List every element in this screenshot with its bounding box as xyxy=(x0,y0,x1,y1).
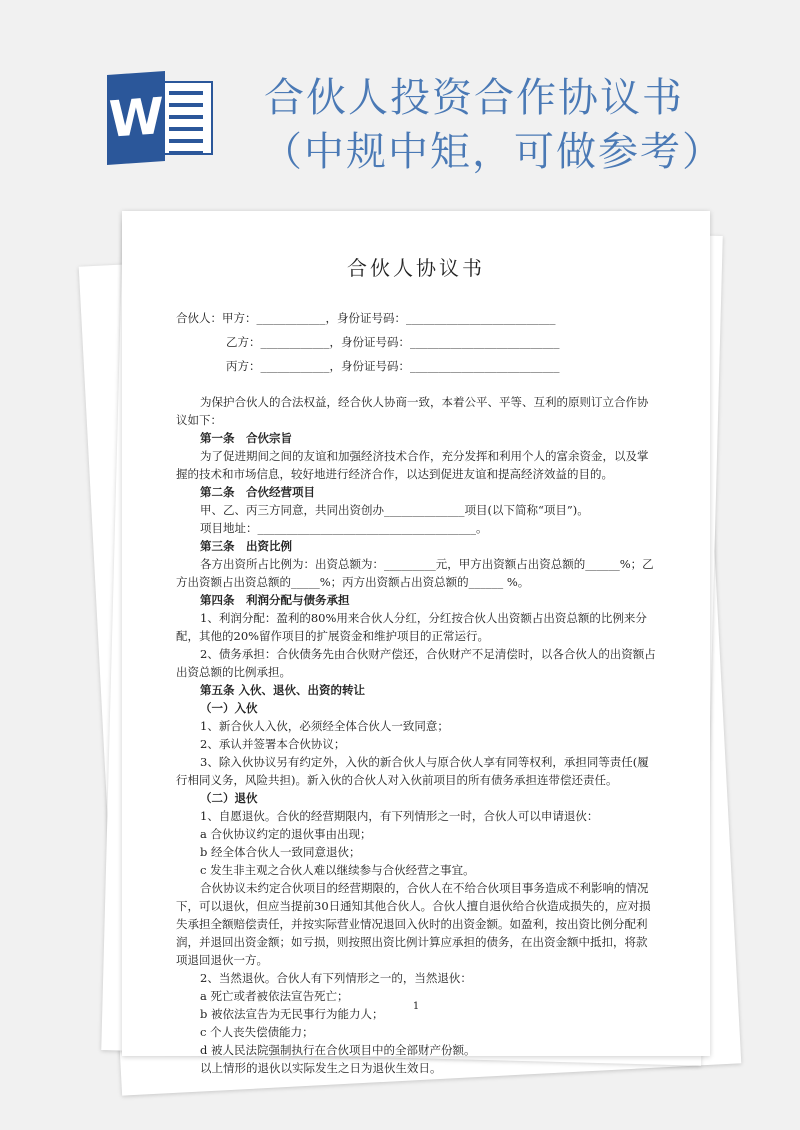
section-heading: 第五条 入伙、退伙、出资的转让 xyxy=(200,683,366,697)
party-line-b: 乙方：____________，身份证号码：__________________________ xyxy=(226,335,560,349)
document-body xyxy=(176,393,656,1077)
paragraph: 2、承认并签署本合伙协议； xyxy=(200,737,346,751)
banner-title: 合伙人投资合作协议书 xyxy=(264,75,684,121)
party-line-a: 合伙人：甲方：____________，身份证号码：__________________________ xyxy=(176,311,556,325)
banner xyxy=(0,0,800,200)
paragraph: 为了促进期间之间的友谊和加强经济技术合作，充分发挥和利用个人的富余资金，以及掌握的技术和市场信息，较好地进行经济合作，以达到促进友谊和提高经济效益的目的。 xyxy=(176,449,649,481)
paragraph: 2、当然退伙。合伙人有下列情形之一的，当然退伙： xyxy=(200,971,472,985)
paragraph: d 被人民法院强制执行在合伙项目中的全部财产份额。 xyxy=(200,1043,476,1057)
party-line-c: 丙方：____________，身份证号码：__________________________ xyxy=(226,359,560,373)
paragraph: 1、利润分配：盈利的80%用来合伙人分红，分红按合伙人出资额占出资总额的比例来分配，其他的20%留作项目的扩展资金和维护项目的正常运行。 xyxy=(176,611,647,643)
paragraph: c 发生非主观之合伙人难以继续参与合伙经营之事宜。 xyxy=(200,863,475,877)
paragraph: 以上情形的退伙以实际发生之日为退伙生效日。 xyxy=(200,1061,442,1075)
paragraph: 1、自愿退伙。合伙的经营期限内，有下列情形之一时，合伙人可以申请退伙： xyxy=(200,809,599,823)
paragraph: b 经全体合伙人一致同意退伙； xyxy=(200,845,361,859)
paragraph: 各方出资所占比例为：出资总额为：_________元，甲方出资额占出资总额的______%；乙方出资额占出资总额的_____%；丙方出资额占出资总额的______ %。 xyxy=(176,557,654,589)
section-heading: （二）退伙 xyxy=(200,791,258,805)
section-heading: （一）入伙 xyxy=(200,701,258,715)
word-icon-letter: W xyxy=(107,71,165,165)
section-heading: 第二条 合伙经营项目 xyxy=(200,485,315,499)
section-heading: 第四条 利润分配与债务承担 xyxy=(200,593,350,607)
paragraph: 2、债务承担：合伙债务先由合伙财产偿还，合伙财产不足清偿时，以各合伙人的出资额占出资总额的比例承担。 xyxy=(176,647,656,679)
paragraph: 为保护合伙人的合法权益，经合伙人协商一致，本着公平、平等、互利的原则订立合作协议如下： xyxy=(176,395,649,427)
paragraph: c 个人丧失偿债能力； xyxy=(200,1025,314,1039)
page-number: 1 xyxy=(412,1001,420,1012)
banner-subtitle: （中规中矩，可做参考） xyxy=(262,129,724,175)
paragraph: b 被依法宣告为无民事行为能力人； xyxy=(200,1007,384,1021)
paragraph: 项目地址：______________________________________。 xyxy=(200,521,488,535)
paragraph: a 死亡或者被依法宣告死亡； xyxy=(200,989,349,1003)
paragraph: a 合伙协议约定的退伙事由出现； xyxy=(200,827,372,841)
paragraph: 1、新合伙人入伙，必须经全体合伙人一致同意； xyxy=(200,719,449,733)
paragraph: 甲、乙、丙三方同意，共同出资创办______________项目(以下简称“项目”)。 xyxy=(200,503,589,517)
word-document-icon xyxy=(107,73,217,163)
document-title: 合伙人协议书 xyxy=(347,256,485,280)
paragraph: 合伙协议未约定合伙项目的经营期限的，合伙人在不给合伙项目事务造成不利影响的情况下，可以退伙，但应当提前30日通知其他合伙人。合伙人擅自退伙给合伙造成损失的，应对损失承担全额赔偿责任，并按实际营业情况退回入伙时的出资金额。如盈利，按出资比例分配利润，并退回出资金额；如亏损，则按照出资比例计算应承担的债务，在出资金额中抵扣，将款项退回退伙一方。 xyxy=(176,881,651,967)
section-heading: 第三条 出资比例 xyxy=(200,539,292,553)
document-page xyxy=(122,211,710,1075)
section-heading: 第一条 合伙宗旨 xyxy=(200,431,292,445)
paragraph: 3、除入伙协议另有约定外，入伙的新合伙人与原合伙人享有同等权利，承担同等责任(履行相同义务，风险共担)。新入伙的合伙人对入伙前项目的所有债务承担连带偿还责任。 xyxy=(176,755,649,787)
